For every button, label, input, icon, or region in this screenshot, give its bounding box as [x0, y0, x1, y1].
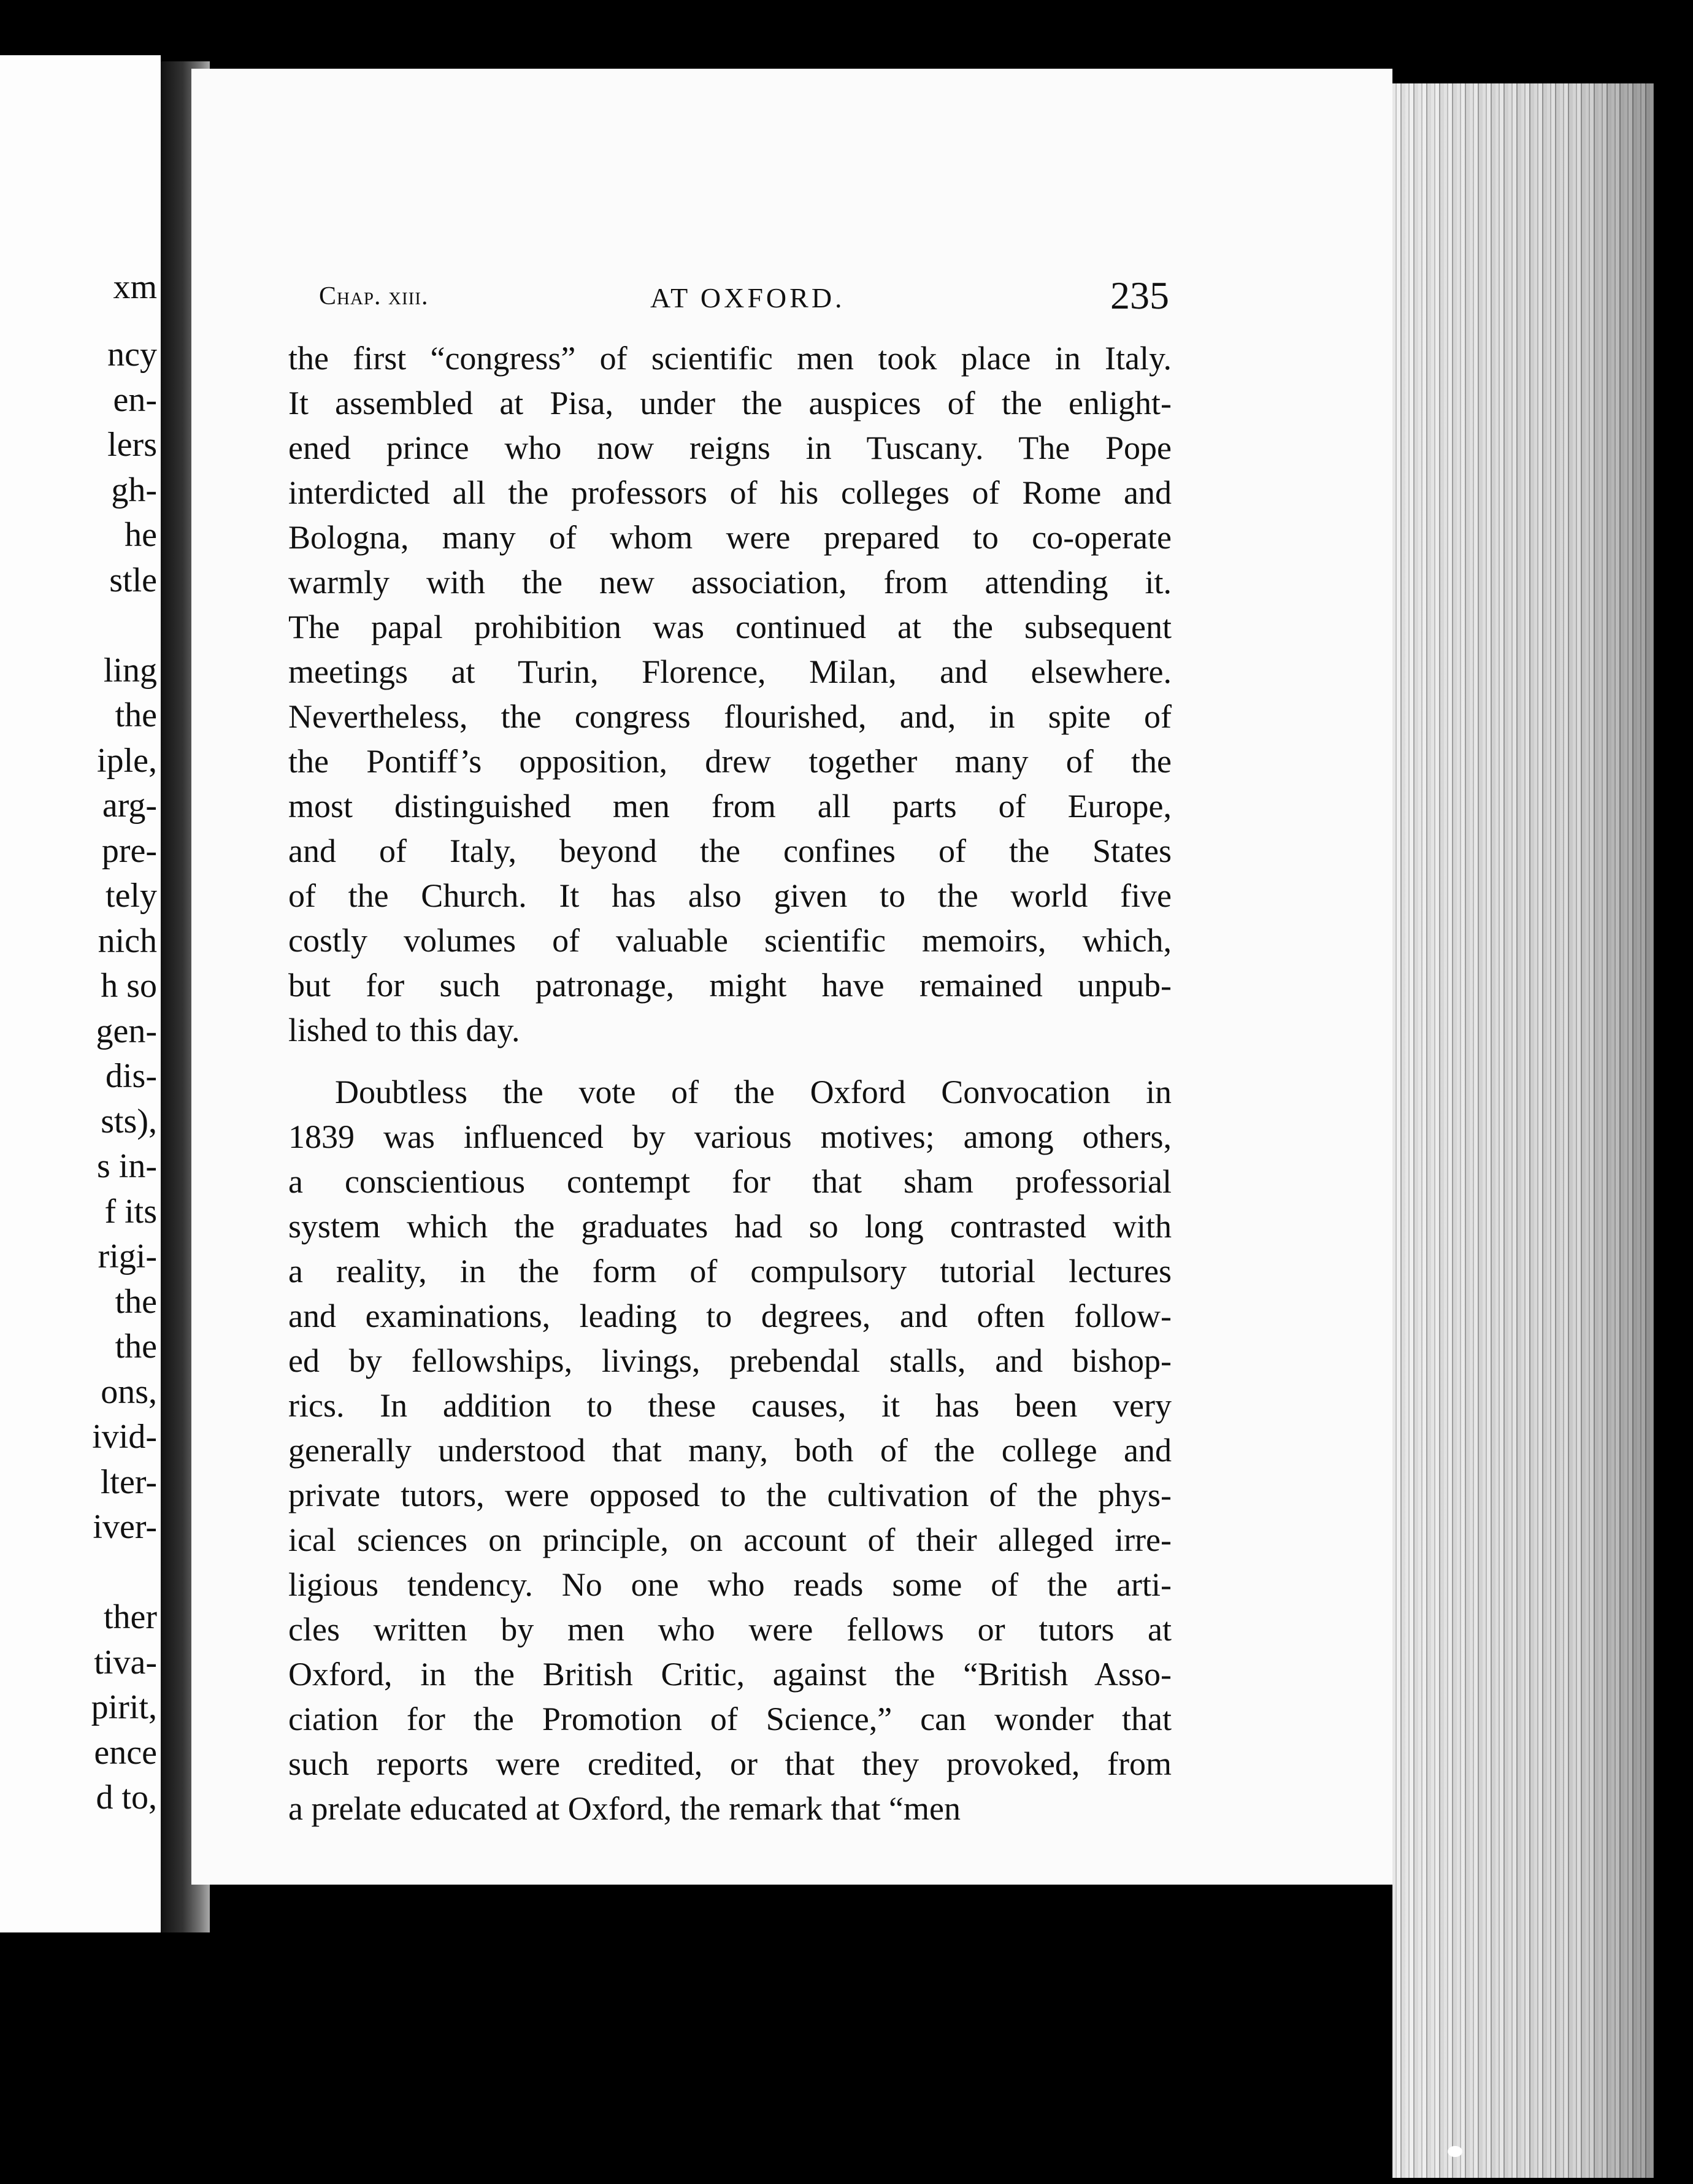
text-line: Bologna, many of whom were prepared to co-operate	[288, 519, 1172, 556]
left-page-fragment: the	[115, 1328, 157, 1366]
left-page-fragment: he	[125, 516, 157, 554]
left-page-fragment: s in-	[97, 1147, 157, 1185]
chapter-label: Chap. xiii.	[319, 282, 429, 310]
left-page-fragment: the	[115, 696, 157, 734]
left-page-fragment: arg-	[102, 786, 157, 825]
text-line: costly volumes of valuable scientific memoirs, which,	[288, 922, 1172, 959]
left-page-fragment: ncy	[107, 336, 157, 374]
left-page-fragment: ther	[103, 1598, 157, 1636]
left-page-fragment: ons,	[101, 1372, 157, 1411]
running-title: AT OXFORD.	[650, 282, 845, 313]
left-page-fragment: pirit,	[91, 1688, 157, 1726]
left-page-fragment: iple,	[97, 741, 157, 780]
text-line: generally understood that many, both of the college and	[288, 1432, 1172, 1469]
text-line: Doubtless the vote of the Oxford Convocation in	[335, 1074, 1172, 1110]
text-line: rics. In addition to these causes, it has been very	[288, 1387, 1172, 1424]
text-line: system which the graduates had so long contrasted with	[288, 1208, 1172, 1245]
left-page-fragment: f its	[104, 1192, 157, 1231]
left-page-fragment: en-	[113, 380, 157, 419]
left-page-fragment: d to,	[96, 1778, 157, 1817]
text-line: the Pontiff’s opposition, drew together many of the	[288, 743, 1172, 780]
text-line: lished to this day.	[288, 1012, 520, 1048]
text-line: private tutors, were opposed to the cultivation of the phys-	[288, 1477, 1172, 1513]
left-page-fragment: tely	[106, 877, 157, 915]
left-page-fragment: ivid-	[92, 1418, 157, 1456]
paragraph	[288, 1070, 1172, 1831]
left-page-fragment: iver-	[93, 1508, 157, 1546]
text-line: meetings at Turin, Florence, Milan, and elsewhere.	[288, 653, 1172, 690]
text-line: ical sciences on principle, on account of their alleged irre-	[288, 1521, 1172, 1558]
left-page-fragment: lter-	[100, 1463, 157, 1501]
left-page-fragment: ling	[103, 651, 157, 690]
text-line: of the Church. It has also given to the world five	[288, 877, 1172, 914]
text-line: a conscientious contempt for that sham professorial	[288, 1163, 1172, 1200]
running-header	[319, 273, 1169, 322]
left-page-fragment: ence	[94, 1733, 157, 1772]
left-page-fragment: lers	[107, 426, 157, 464]
body-text	[288, 336, 1172, 1831]
text-line: Nevertheless, the congress flourished, and, in spite of	[288, 698, 1172, 735]
text-line: ciation for the Promotion of Science,” can wonder that	[288, 1701, 1172, 1737]
paragraph	[288, 336, 1172, 1053]
left-page-fragment: dis-	[106, 1057, 157, 1095]
left-page-fragment: xm	[113, 268, 157, 306]
text-line: a reality, in the form of compulsory tutorial lectures	[288, 1253, 1172, 1290]
left-page	[0, 55, 161, 1932]
text-line: 1839 was influenced by various motives; among others,	[288, 1118, 1172, 1155]
text-line: the first “congress” of scientific men took place in Italy.	[288, 340, 1172, 377]
text-line: such reports were credited, or that they provoked, from	[288, 1745, 1172, 1782]
left-page-fragment: rigi-	[98, 1237, 157, 1275]
scan-speck	[1448, 2146, 1462, 2157]
page-number: 235	[1110, 274, 1169, 317]
left-page-fragment: tiva-	[94, 1643, 157, 1682]
text-line: cles written by men who were fellows or tutors at	[288, 1611, 1172, 1648]
text-line: and examinations, leading to degrees, and often follow-	[288, 1298, 1172, 1334]
left-page-fragment: pre-	[101, 831, 157, 870]
text-line: The papal prohibition was continued at the subsequent	[288, 609, 1172, 645]
left-page-fragment: the	[115, 1282, 157, 1321]
text-line: ligious tendency. No one who reads some of the arti-	[288, 1566, 1172, 1603]
left-page-fragment: sts),	[101, 1102, 157, 1140]
left-page-fragment: gen-	[96, 1012, 157, 1050]
text-line: ened prince who now reigns in Tuscany. The Pope	[288, 429, 1172, 466]
text-line: warmly with the new association, from attending it.	[288, 564, 1172, 601]
text-line: It assembled at Pisa, under the auspices of the enlight-	[288, 385, 1172, 421]
left-page-fragment: stle	[109, 561, 157, 599]
text-line: interdicted all the professors of his colleges of Rome and	[288, 474, 1172, 511]
left-page-fragment: h so	[101, 967, 157, 1005]
left-page-fragment: gh-	[111, 471, 157, 509]
left-page-fragment: nich	[98, 921, 157, 960]
text-line: and of Italy, beyond the confines of the States	[288, 832, 1172, 869]
page-edges	[1392, 83, 1654, 2178]
text-line: ed by fellowships, livings, prebendal stalls, and bishop-	[288, 1342, 1172, 1379]
text-line: most distinguished men from all parts of Europe,	[288, 788, 1172, 825]
text-line: a prelate educated at Oxford, the remark that “men	[288, 1790, 961, 1827]
text-line: Oxford, in the British Critic, against the “British Asso-	[288, 1656, 1172, 1693]
text-line: but for such patronage, might have remained unpub-	[288, 967, 1172, 1004]
